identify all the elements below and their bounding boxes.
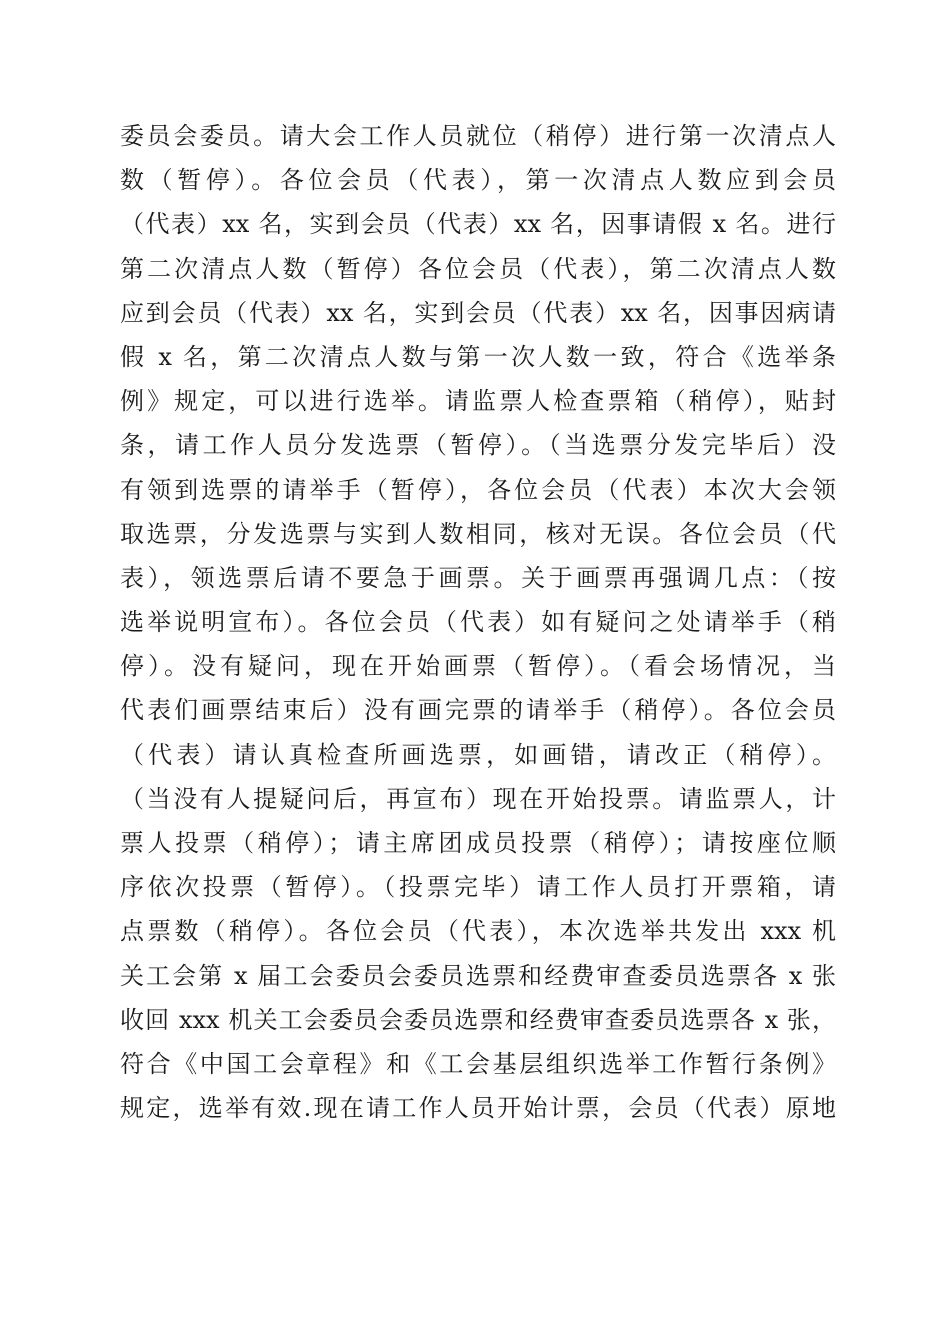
text-line: 关工会第 x 届工会委员会委员选票和经费审查委员选票各 x 张 [120,961,836,990]
text-line: 点票数（稍停）。各位会员（代表），本次选举共发出 xxx 机 [120,917,836,946]
text-line: 有领到选票的请举手（暂停），各位会员（代表）本次大会领 [120,475,836,504]
text-line: （代表）请认真检查所画选票，如画错，请改正（稍停）。 [120,740,836,769]
text-line: 票人投票（稍停）；请主席团成员投票（稍停）；请按座位顺 [120,829,836,857]
text-line: 委员会委员。请大会工作人员就位（稍停）进行第一次清点人 [120,122,836,150]
text-line: 规定，选举有效.现在请工作人员开始计票，会员（代表）原地 [120,1094,836,1123]
text-line: 应到会员（代表）xx 名，实到会员（代表）xx 名，因事因病请 [120,298,836,327]
text-line: 选举说明宣布）。各位会员（代表）如有疑问之处请举手（稍 [120,608,836,637]
text-line: 代表们画票结束后）没有画完票的请举手（稍停）。各位会员 [120,696,836,725]
text-line: （当没有人提疑问后，再宣布）现在开始投票。请监票人，计 [120,784,836,813]
document-body [120,124,836,1140]
text-line: 符合《中国工会章程》和《工会基层组织选举工作暂行条例》 [120,1049,836,1078]
text-line: 序依次投票（暂停）。（投票完毕）请工作人员打开票箱，请 [120,873,836,902]
text-line: 表），领选票后请不要急于画票。关于画票再强调几点：（按 [120,563,836,592]
text-line: 例》规定，可以进行选举。请监票人检查票箱（稍停），贴封 [120,387,836,416]
text-line: 第二次清点人数（暂停）各位会员（代表），第二次清点人数 [120,254,836,283]
text-line: （代表）xx 名，实到会员（代表）xx 名，因事请假 x 名。进行 [120,210,836,239]
text-line: 取选票，分发选票与实到人数相同，核对无误。各位会员（代 [120,519,836,548]
text-line: 条，请工作人员分发选票（暂停）。（当选票分发完毕后）没 [120,431,836,460]
text-line: 数（暂停）。各位会员（代表），第一次清点人数应到会员 [120,166,836,195]
text-line: 收回 xxx 机关工会委员会委员选票和经费审查委员选票各 x 张， [120,1005,836,1034]
text-line: 假 x 名，第二次清点人数与第一次人数一致，符合《选举条 [120,342,836,371]
text-line: 停）。没有疑问，现在开始画票（暂停）。（看会场情况，当 [120,652,836,681]
